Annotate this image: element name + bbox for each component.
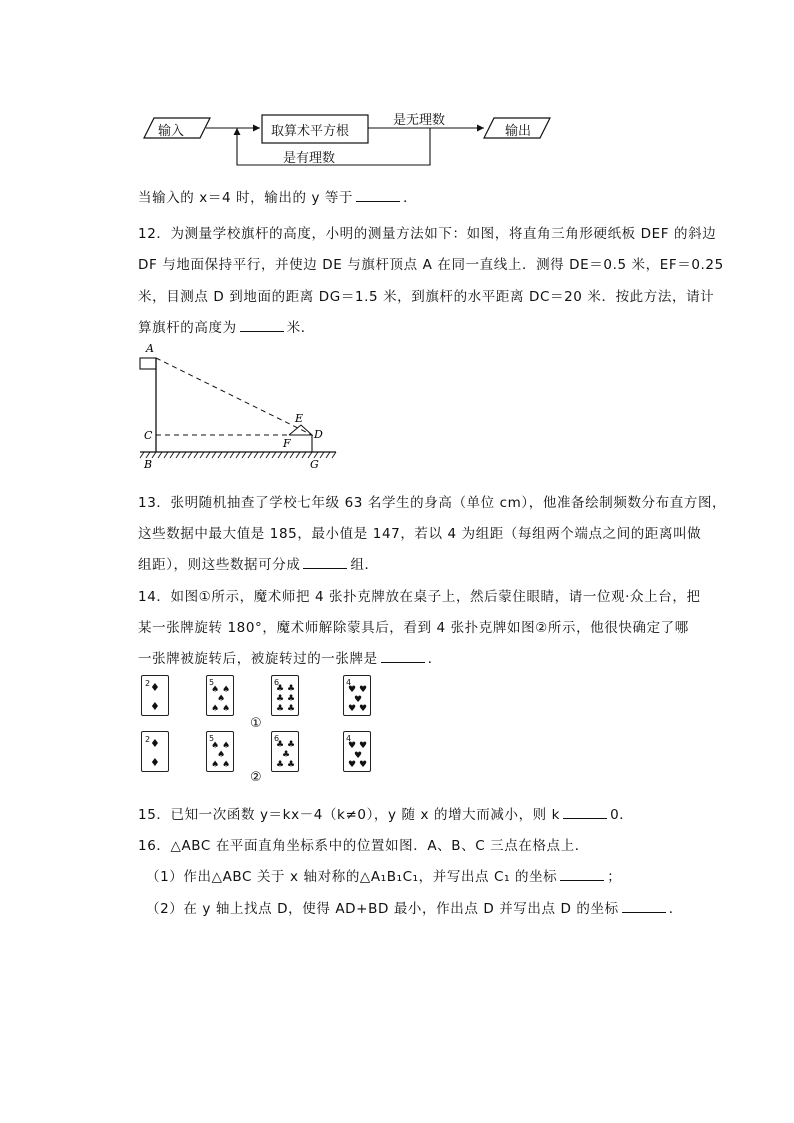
q16-part1-text: （1）作出△ABC 关于 x 轴对称的△A₁B₁C₁，并写出点 C₁ 的坐标 <box>146 869 558 885</box>
q16-part2-answer-blank[interactable] <box>622 900 666 913</box>
card-row1-1 <box>141 675 169 716</box>
svg-text:♥: ♥ <box>348 760 357 770</box>
q12-line2: DF 与地面保持平行，并使边 DE 与旗杆顶点 A 在同一直线上．测得 DE＝0.5 米，EF＝0.25 <box>138 257 724 273</box>
q11-answer-blank[interactable] <box>356 189 400 202</box>
svg-text:♣: ♣ <box>287 704 296 714</box>
q16-part2-text: （2）在 y 轴上找点 D，使得 AD+BD 最小，作出点 D 并写出点 D 的坐标 <box>146 901 619 917</box>
flowchart <box>140 102 560 172</box>
q15-end: 0． <box>610 807 634 823</box>
q12-line3: 米，目测点 D 到地面的距离 DG＝1.5 米，到旗杆的水平距离 DC＝20 米．按此方法，请计 <box>138 289 715 305</box>
point-label-G: G <box>310 458 319 471</box>
triangle-DEF <box>289 425 312 435</box>
svg-text:♥: ♥ <box>359 704 368 714</box>
svg-text:♥: ♥ <box>354 695 363 705</box>
svg-text:♠: ♠ <box>222 760 231 770</box>
svg-text:6: 6 <box>274 734 280 743</box>
flow-rational-label: 是有理数 <box>283 151 336 166</box>
q16-part1-answer-blank[interactable] <box>560 868 604 881</box>
card-row2-3 <box>271 731 299 772</box>
svg-text:♣: ♣ <box>287 694 296 704</box>
flagpole-diagram <box>136 340 346 475</box>
q14-answer-blank[interactable] <box>381 650 425 663</box>
q13-line3-text: 组距），则这些数据可分成 <box>138 557 301 573</box>
svg-text:♥: ♥ <box>359 685 368 695</box>
svg-text:♠: ♠ <box>222 685 231 695</box>
q13-line3 <box>138 553 379 573</box>
flow-input-label: 输入 <box>158 124 185 139</box>
card-pips <box>272 732 298 771</box>
q15-answer-blank[interactable] <box>563 806 607 819</box>
q16-part2-end: ． <box>668 901 683 917</box>
q14-line2: 某一张牌旋转 180°，魔术师解除蒙具后，看到 4 张扑克牌如图②所示，他很快确定了哪 <box>138 620 689 636</box>
card-row2-2 <box>206 731 234 772</box>
svg-text:♥: ♥ <box>359 741 368 751</box>
svg-text:♥: ♥ <box>354 751 363 761</box>
svg-text:♣: ♣ <box>282 750 291 760</box>
svg-text:♥: ♥ <box>348 704 357 714</box>
svg-text:2: 2 <box>145 735 151 744</box>
svg-text:♦: ♦ <box>150 681 160 694</box>
q13-line2: 这些数据中最大值是 185，最小值是 147，若以 4 为组距（每组两个端点之间的距离叫做 <box>138 526 702 542</box>
q16-part2 <box>146 897 683 917</box>
svg-text:♣: ♣ <box>276 760 285 770</box>
card-row1-3 <box>271 675 299 716</box>
svg-text:♣: ♣ <box>276 694 285 704</box>
flow-irrational-label: 是无理数 <box>393 113 446 128</box>
svg-text:4: 4 <box>346 734 352 743</box>
card-pips <box>142 676 168 715</box>
card-pips <box>207 732 233 771</box>
svg-text:♠: ♠ <box>217 694 226 704</box>
svg-text:♠: ♠ <box>211 704 220 714</box>
flow-process-label: 取算术平方根 <box>271 124 350 139</box>
card-row1-2 <box>206 675 234 716</box>
svg-text:♠: ♠ <box>211 760 220 770</box>
svg-text:♣: ♣ <box>276 740 285 750</box>
q12-line4-end: 米． <box>286 320 315 336</box>
svg-text:♦: ♦ <box>150 737 160 750</box>
svg-text:5: 5 <box>209 678 215 687</box>
svg-text:♠: ♠ <box>217 750 226 760</box>
svg-text:♠: ♠ <box>211 741 220 751</box>
q16-part1-end: ； <box>607 869 622 885</box>
svg-text:6: 6 <box>274 678 280 687</box>
svg-text:♦: ♦ <box>150 700 160 713</box>
svg-text:♦: ♦ <box>150 756 160 769</box>
svg-text:♠: ♠ <box>211 685 220 695</box>
q15-text: 15．已知一次函数 y＝kx－4（k≠0），y 随 x 的增大而减小，则 k <box>138 807 561 823</box>
svg-text:♣: ♣ <box>287 760 296 770</box>
q12-line4 <box>138 316 315 336</box>
q14-line1: 14．如图①所示，魔术师把 4 张扑克牌放在桌子上，然后蒙住眼睛，请一位观·众上台，把 <box>138 589 701 605</box>
svg-text:♣: ♣ <box>276 704 285 714</box>
svg-text:4: 4 <box>346 678 352 687</box>
card-pips <box>207 676 233 715</box>
card-pips <box>142 732 168 771</box>
figure-label-1: ① <box>250 716 262 731</box>
q14-line3-text: 一张牌被旋转后，被旋转过的一张牌是 <box>138 651 378 667</box>
card-row2-1 <box>141 731 169 772</box>
svg-text:♥: ♥ <box>348 685 357 695</box>
card-pips <box>344 676 370 715</box>
point-label-D: D <box>314 428 323 441</box>
svg-text:♣: ♣ <box>287 740 296 750</box>
q12-answer-blank[interactable] <box>240 319 284 332</box>
svg-text:2: 2 <box>145 679 151 688</box>
q14-line3-end: ． <box>427 651 442 667</box>
svg-text:♥: ♥ <box>359 760 368 770</box>
q16-part1 <box>146 865 621 885</box>
card-row1-4 <box>343 675 371 716</box>
flowchart-diagram <box>140 102 560 172</box>
q13-line1: 13．张明随机抽查了学校七年级 63 名学生的身高（单位 cm），他准备绘制频数分布直方图， <box>138 495 727 511</box>
point-label-E: E <box>295 412 304 425</box>
point-label-C: C <box>144 429 153 442</box>
svg-text:5: 5 <box>209 734 215 743</box>
q15-question <box>138 803 633 823</box>
card-row2-4 <box>343 731 371 772</box>
point-label-F: F <box>283 437 291 450</box>
q13-line3-end: 组． <box>350 557 379 573</box>
svg-text:♠: ♠ <box>222 741 231 751</box>
q11-text: 当输入的 x＝4 时，输出的 y 等于 <box>138 190 354 206</box>
q11-end: ． <box>403 190 418 206</box>
flagpole-figure <box>136 340 346 475</box>
svg-text:♥: ♥ <box>348 741 357 751</box>
q12-line4-text: 算旗杆的高度为 <box>138 320 237 336</box>
svg-text:♠: ♠ <box>222 704 231 714</box>
ground-hatching <box>140 452 336 458</box>
card-pips <box>272 676 298 715</box>
q11-question <box>138 186 417 206</box>
q16-line1: 16．△ABC 在平面直角坐标系中的位置如图．A、B、C 三点在格点上． <box>138 838 589 854</box>
svg-text:♣: ♣ <box>287 684 296 694</box>
q13-answer-blank[interactable] <box>303 556 347 569</box>
q14-line3 <box>138 647 442 667</box>
flag <box>140 358 156 369</box>
card-pips <box>344 732 370 771</box>
q12-line1: 12．为测量学校旗杆的高度，小明的测量方法如下：如图，将直角三角形硬纸板 DEF 的斜边 <box>138 226 717 242</box>
svg-text:♣: ♣ <box>276 684 285 694</box>
figure-label-2: ② <box>250 770 262 785</box>
point-label-B: B <box>144 458 153 471</box>
sight-line <box>156 358 312 435</box>
point-label-A: A <box>146 342 154 355</box>
flow-output-label: 输出 <box>505 124 532 139</box>
